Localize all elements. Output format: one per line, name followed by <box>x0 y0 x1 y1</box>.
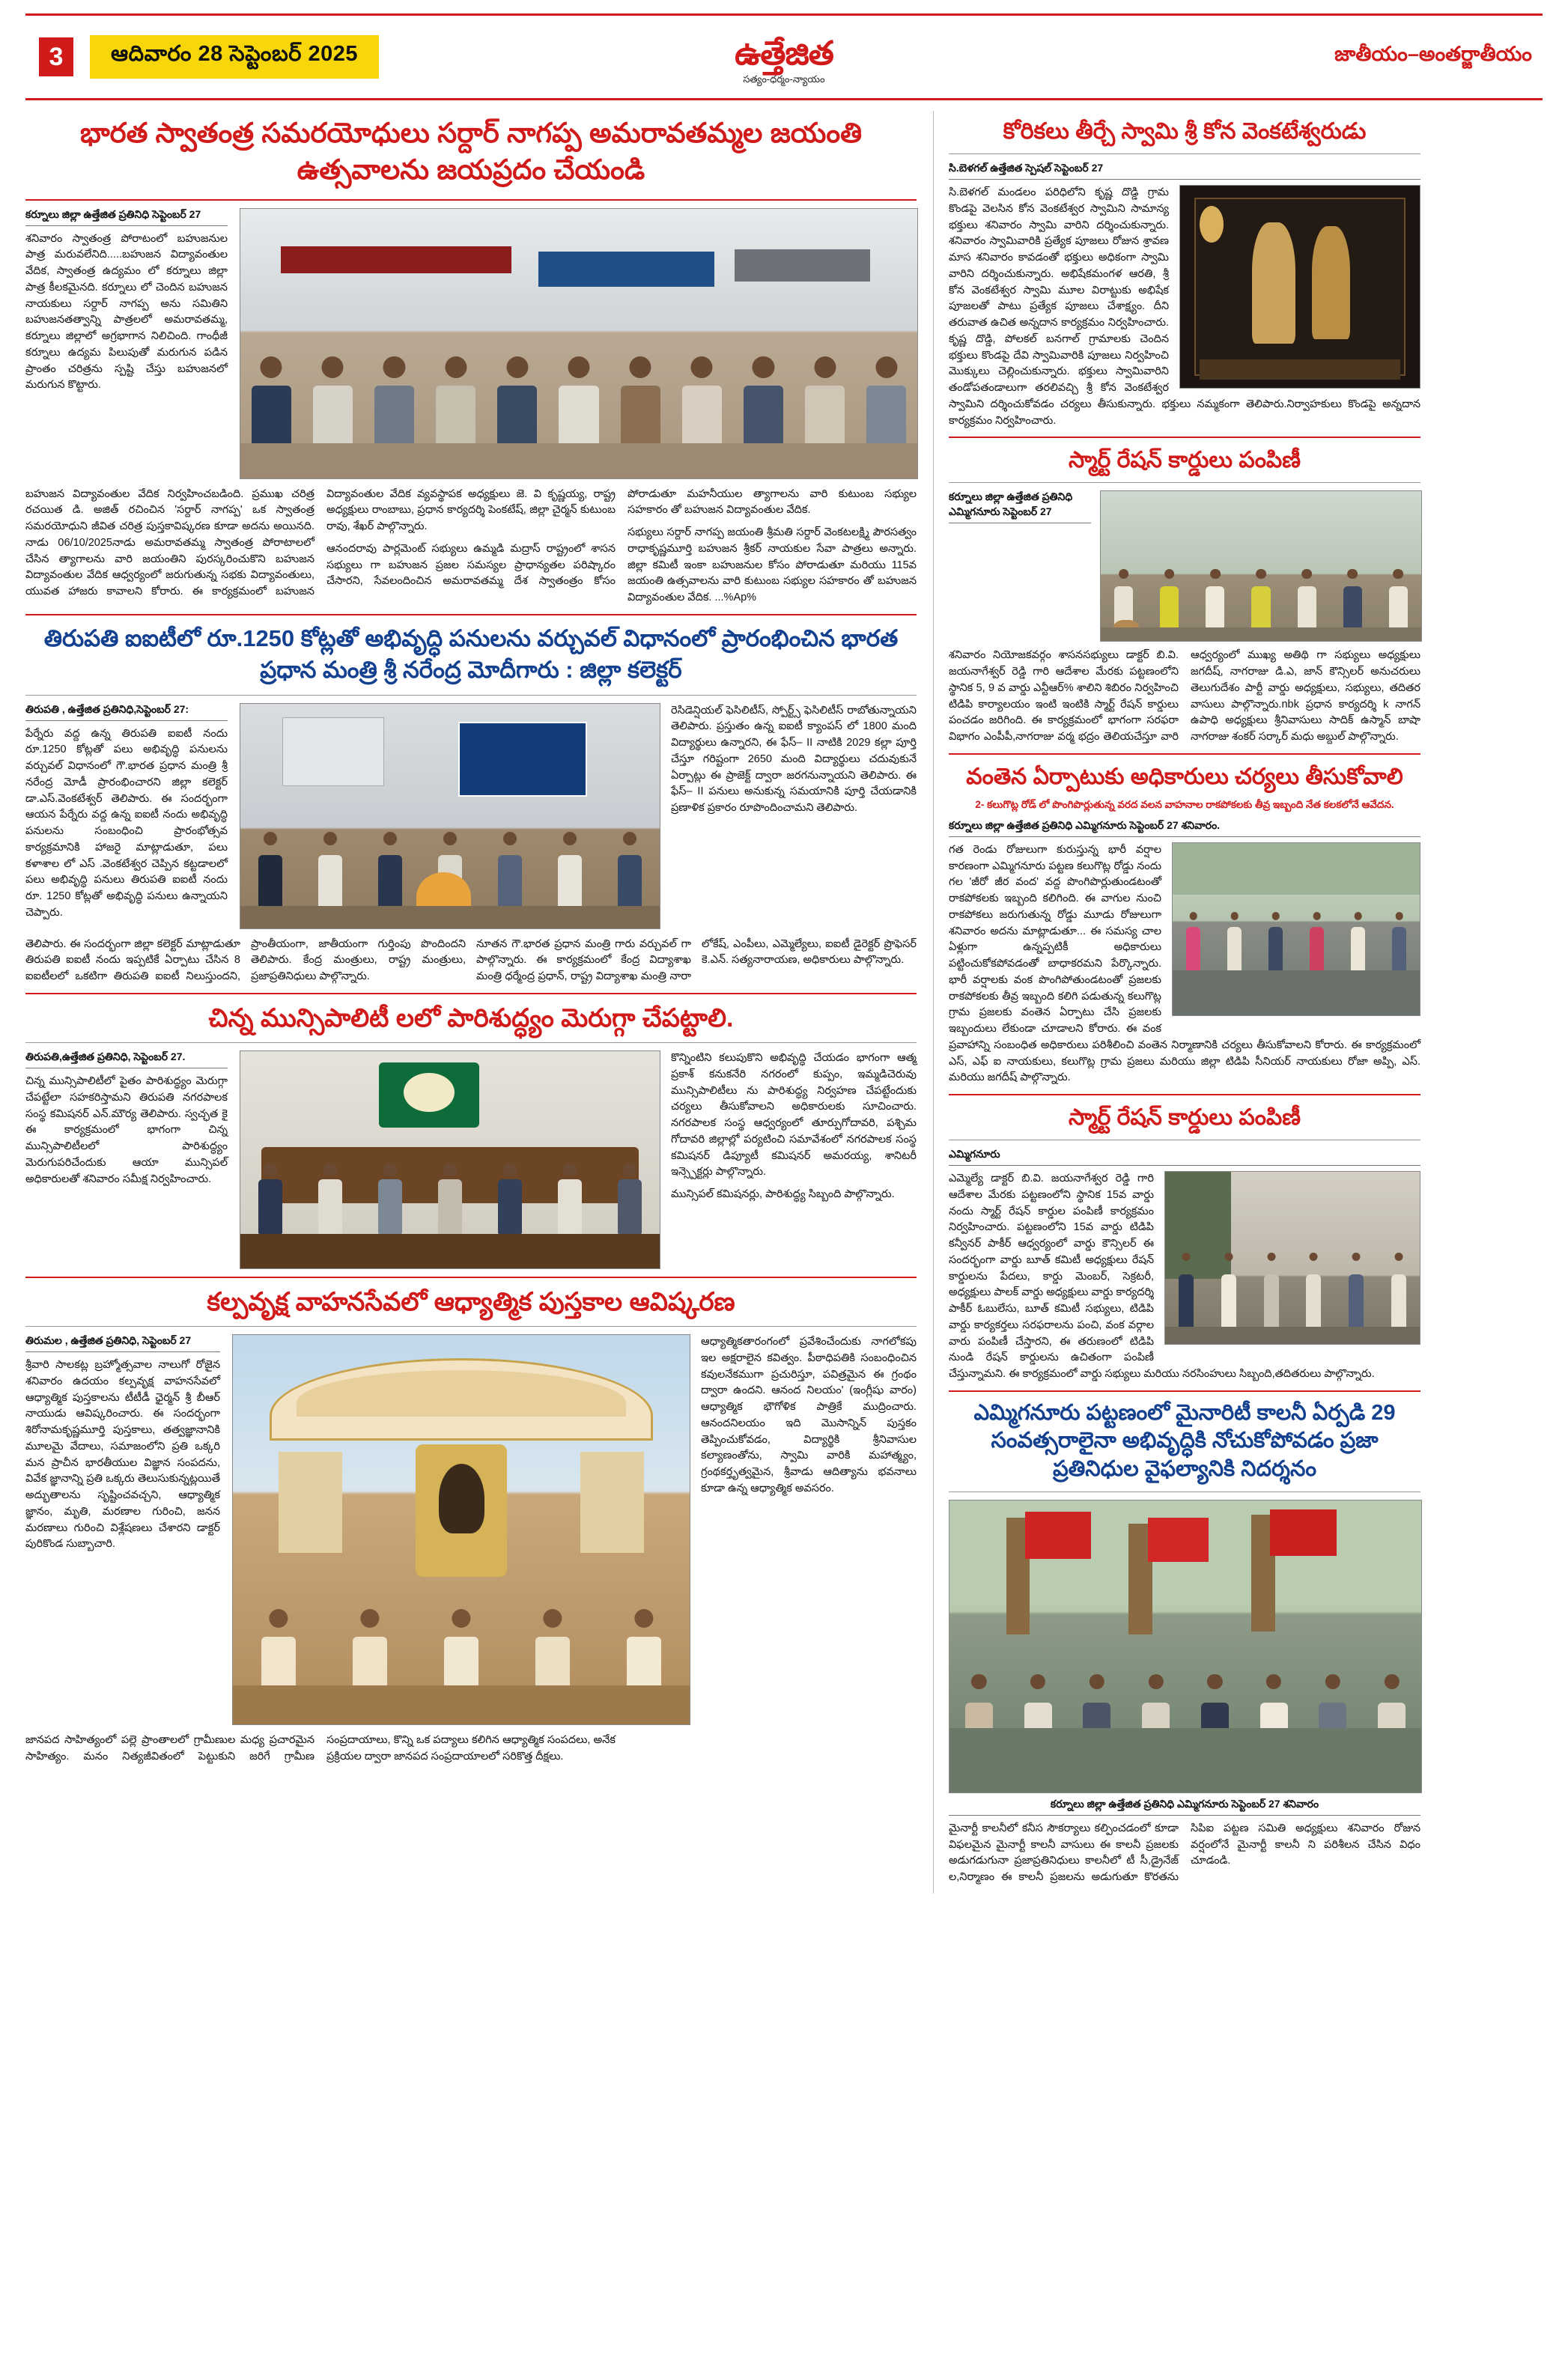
newspaper-page <box>0 13 1568 2378</box>
article-bridge-text: గత రెండు రోజులుగా కురుస్తున్న భారీ వర్షాల కారణంగా ఎమ్మిగనూరు పట్టణ కలుగొట్ల రోడ్డు నందు గల 'జీరో జీర వంద' వద్ద పొంగిపొర్లుతుండటంతో రాకపోకలకు ఇబ్బంది కలిగింది. ఈ వాగుల నుంచి రాకపోకలు జరుగుతున్న రోడ్డు మూడు రోజులుగా శనివారం అదను మాట్లాడుతూ... ఈ సమస్య చాల ఏళ్లుగా ఉన్నప్పటికీ అధికారులు పట్టించుకోకపోవడంతో బాధాకరమని పేర్కొన్నారు. భారీ వర్షాలకు వంక పొంగిపోతుండటంతో ప్రజలకు రాకపోకలకు తీవ్ర ఇబ్బంది కలిగి పడుతున్న కలుగొట్ల గ్రామ ప్రజలకు వంతెన ఏర్పాటు చేసి ప్రజలకు ఇబ్బందులు లేకుండా చూడాలని కోరారు. ఈ వంక ప్రవాహాన్ని సంబంధిత అధికారులు పరిశీలించి వంతెన నిర్మాణానికి చర్యలు తీసుకోవాలని కోరారు. ఈ కార్యక్రమంలో ఎస్, ఎఫ్ ఐ నాయకులు, కలుగొట్ల గ్రామ ప్రజలు మరియు జిల్లా టిడిపి సీనియర్ నాయకులు రోజా అప్పి, ఎస్. మరియు జగదీష్ పాల్గొన్నారు. <box>949 843 1420 1084</box>
article-minority-photo <box>949 1500 1422 1793</box>
article-minority-text: మైనార్టీ కాలనీలో కనీస సౌకర్యాలు కల్పించడంలో కూడా విఫలమైన మైనార్టీ కాలనీ వాసులు ఈ కాలనీ ప్రజలకు అడుగడుగునా ప్రజాప్రతినిధులు కాలనీలో టీ సీ,డ్రైనేజ్ ల,నిర్మాణం ఈ కాలనీ ప్రజలను అడుగుతూ కొరతను సిపిఐ పట్టణ సమితి అధ్యక్షులు శనివారం రోజున వర్షంలోనే మైనార్టీ కాలనీ ని పరిశీలన చేసిన విధం చూడండి. <box>949 1822 1420 1884</box>
article-iit-tirupati <box>25 623 917 985</box>
article-smart-ration-1 <box>949 446 1420 746</box>
article-lead-headline: భారత స్వాతంత్ర సమరయోధులు సర్దార్ నాగప్ప అమరావతమ్మల జయంతి ఉత్సవాలను జయప్రదం చేయండి <box>79 118 863 185</box>
article-minority-dateline: కర్నూలు జిల్లా ఉత్తేజిత ప్రతినిధి ఎమ్మిగనూరు సెప్టెంబర్ 27 శనివారం <box>949 1798 1420 1816</box>
article-lead-text-2: బహుజన విద్యావంతుల వేదిక నిర్వహించబడింది. ప్రముఖ చరిత్ర రచయిత డి. అజిత్ రచించిన 'సర్దార్ నాగప్ప' ఒక స్వాతంత్ర సమరయోధుని జీవిత చరిత్ర పుస్తకావిష్కరణ కూడా అదను అయినది. నాడు 06/10/2025నాడు అమరావతమ్మ స్వాతంత్ర పోరాటాలలో చేసిన త్యాగాలను వారి జయంతిని పురస్కరించుకొని బహుజన విద్యావంతుల వేదిక ఆధ్వర్యంలో జరుగుతున్న సభకు విద్యావంతులు, యువత హాజరు కావాలని కోరారు. ఈ కార్యక్రమంలో బహుజన విద్యావంతుల వేదిక వ్యవస్థాపక అధ్యక్షులు జె. వి కృష్ణయ్య, రాష్ట్ర అధ్యక్షులు రాంబాబు, ప్రధాన కార్యదర్శి పెంకటేష్, జిల్లా చైర్మన్ కుటుంబ రావు, శేఖర్ పాల్గొన్నారు. <box>25 487 616 598</box>
article-smart-ration-2-photo <box>1164 1171 1420 1345</box>
article-lead <box>25 115 917 606</box>
article-iit-text-2: రెసిడెన్షియల్ ఫెసిలిటీస్, స్పోర్ట్స్ ఫెసిలిటీస్ రాబోతున్నాయని తెలిపారు. ప్రస్తుతం ఉన్న ఐఐటీ క్యాంపస్ లో 1800 మంది విద్యార్థులు ఉన్నారని, ఈ ఫేస్– II నాటికి 2029 కల్లా పూర్తి చేస్తూ గరిష్టంగా 2650 మంది విద్యార్థులు చదువుకునే ఏర్పాట్లు ఈ ప్రాజెక్ట్ ద్వారా జరగనున్నాయని తెలిపారు. ఈ ఫేస్– II పనులు అనుకున్న సమయానికి పూర్తి చేయడానికి ప్రణాళిక ప్రకారం రూపొందించామని తెలిపారు. <box>671 704 917 815</box>
article-minority-headline: ఎమ్మిగనూరు పట్టణంలో మైనారిటీ కాలనీ ఏర్పడి 29 సంవత్సరాలైనా అభివృద్ధికి నోచుకోపోవడం ప్రజా ప్రతినిధుల వైఫల్యానికి నిదర్శనం <box>973 1400 1396 1482</box>
article-iit-text-1: పేర్నేరు వద్ద ఉన్న తిరుపతి ఐఐటీ నందు రూ.1250 కోట్లతో పలు అభివృద్ధి పనులను వర్చువల్ విధానంలో గౌ.భారత ప్రధాన మంత్రి శ్రీ నరేంద్ర మోడీ ప్రారంభించారని జిల్లా కలెక్టర్ డా.ఎస్.వెంకటేశ్వర్ తెలిపారు. ఈ సందర్భంగా ఆయన పేర్నేరు వద్ద ఉన్న ఐఐటీ నందు అభివృద్ధి పనులను సంబంధించి ప్రారంభోత్సవ కార్యక్రమానికి హాజరై మాట్లాడుతూ, పలు కళాశాల లో ఎస్ .వెంకటేశ్వర చెప్పిన కట్టడాలలో పలు అభివృద్ధి పనులు తిరుపతి ఐఐటీ నందు రూ. 1250 కోట్లతో అభివృద్ధి పనులు ఉన్నాయని చెప్పారు. <box>25 727 228 919</box>
article-municipality-sanitation <box>25 1002 917 1269</box>
article-lead-text-1: శనివారం స్వాతంత్ర పోరాటంలో బహుజనుల పాత్ర మరువలేనిది.....బహుజన విద్యావంతుల వేదిక, స్వాతంత్ర ఉద్యమం లో కర్నూలు జిల్లా పాత్ర కీలకమైనది. కర్నూలు లో చెందిన బహుజన నాయకులు సర్దార్ నాగప్ప అను సమితిని బహుజనతత్వాన్ని పాత్రలలో అమరావతమ్మ, కర్నూలు జిల్లాలో అగ్రభాగాన నిలిచింది. గాంధీజీ కర్నూలు ఉద్యమ పిలుపుతో మరుగున పడిన ప్రాంతం చరిత్రను స్పష్టి చేస్తు బహుజనలో మరుగున కొట్టారు. <box>25 232 228 392</box>
article-lead-text-4: సభ్యులు సర్దార్ నాగప్ప జయంతి శ్రీమతి సర్దార్ వెంకటలక్ష్మి పౌరసత్వం రాధాకృష్ణమూర్తి బహుజన శ్రీకర్ నాయకుల సేవా పాత్రలు అన్నారు. జిల్లా కమిటీ ఇంకా బహుజనుల కోసం పోరాడుతూ మరియు 115వ జయంతి ఉత్సవాలను వారి కుటుంబ సభ్యుల సహకారం తో బహుజన విద్యావంతుల వేదిక. ...%Ap% <box>627 526 917 604</box>
article-municipality-text-3: మున్సిపల్ కమిషనర్లు, పారిశుద్ధ్య సిబ్బంది పాల్గొన్నారు. <box>671 1188 895 1201</box>
article-smart-ration-2 <box>949 1103 1420 1383</box>
article-lead-photo <box>240 208 918 479</box>
right-column <box>933 111 1420 1894</box>
article-smart-ration-1-photo <box>1100 490 1422 642</box>
article-minority-colony <box>949 1399 1420 1886</box>
logo-title: ఉత్తేజిత <box>735 35 833 72</box>
article-smart-ration-2-text: ఎమ్మెల్యే డాక్టర్ బి.వి. జయనాగేశ్వర రెడ్డి గారి ఆదేశాల మేరకు పట్టణంలోని స్థానిక 15వ వార్డు నందు స్మార్ట్ రేషన్ కార్డుల పంపిణీ కార్యక్రమం నిర్వహించారు. పట్టణంలోని 15వ వార్డు టిడిపి కన్వీనర్ పాకీర్ ఆధ్వర్యంలో వార్డు కౌన్సిలర్ ఈ సందర్భంగా వార్డు బూత్ కమిటీ అధ్యక్షులు రేషన్ కార్డులను పేదలు, కార్డు మెంబర్, సెక్రటరీ, అధ్యక్షులు పాలక్ వార్డు అధ్యక్షులు వార్డు కార్యదర్శి పాకీర్ ఓబులేసు, బూత్ కమిటీ సభ్యులు, టిడిపి వార్డు కార్యకర్తలు సరఫరాలను పంచి, వంక వర్గాల వారు పంపిణీ చేస్తారని, ఈ తరుణంలో టిడిపి నుండి రేషన్ కార్డులను ఉచితంగా పంపిణీ చేస్తున్నామని. ఈ కార్యక్రమంలో వార్డు సభ్యులు మరియు నరసింహులు సిబ్బంది,తదితరులు పాల్గొన్నారు. <box>949 1173 1375 1380</box>
article-kalpavruksha-headline: కల్పవృక్ష వాహనసేవలో ఆధ్యాత్మిక పుస్తకాల ఆవిష్కరణ <box>207 1288 735 1317</box>
section-title: జాతీయం–అంతర్జాతీయం <box>1334 43 1532 65</box>
article-iit-dateline: తిరుపతి , ఉత్తేజిత ప్రతినిధి,సెప్టెంబర్ 27: <box>25 703 228 721</box>
article-bridge-demand <box>949 762 1420 1086</box>
article-municipality-headline: చిన్న మున్సిపాలిటీ లలో పారిశుద్ధ్యం మెరుగ్గా చేపట్టాలి. <box>208 1003 734 1033</box>
article-smart-ration-2-headline: స్మార్ట్ రేషన్ కార్డులు పంపిణీ <box>1068 1105 1301 1130</box>
article-smart-ration-1-text: శనివారం నియోజకవర్గం శాసనసభ్యులు డాక్టర్ బి.వి. జయనాగేశ్వర్ రెడ్డి గారి ఆదేశాల మేరకు పట్టణంలోని స్థానిక 5, 9 వ వార్డు ఎన్టీఆర్% శాలిని శిబిరం నిర్వహించి టిడిపి కార్యాలయం ఇంటి ఇంటికి స్మార్ట్ రేషన్ కార్డులు పంచడం జరిగింది. ఈ కార్యక్రమంలో భాగంగా సరఫరా విభాగం ఎంపీపీ,నాగరాజు వర్మ భద్రం తెలియచేస్తూ వారి ఆధ్వర్యంలో ముఖ్య అతిథి గా సభ్యులు అధ్యక్షులు జగదీష్, నాగరాజు డి.ఎ, జాన్ కౌన్సిలర్ అనుచరులు తెలుగుదేశం పార్టీ వార్డు అధ్యక్షులు, సభ్యులు, తదితర వాసులు పాల్గొన్నారు.nbk ప్రధాన కార్యదర్శి k నాగన్ ఉపాధి అధ్యక్షులు శ్రీనివాసులు సాదిక్ ఉస్మాన్ బాషా నాగరాజు శంకర్ సర్కార్ మధు అబ్దుల్ పాల్గొన్నారు. <box>949 649 1420 743</box>
left-column <box>25 111 917 1894</box>
article-smart-ration-1-headline: స్మార్ట్ రేషన్ కార్డులు పంపిణీ <box>1068 448 1301 473</box>
article-venkateswara-headline: కోరికలు తీర్చే స్వామి శ్రీ కోన వెంకటేశ్వరుడు <box>1003 119 1367 144</box>
masthead <box>25 13 1543 100</box>
article-municipality-text-2: కొన్నింటిని కలుపుకొని అభివృద్ధి చేయడం భాగంగా ఆత్మ ప్రకాశ్ కనుకనేరి నగరంలో కుప్పం, ఇమ్మడిచెరువు మున్సిపాలిటీలు ను పారిశుద్ధ్య నిర్వహణ చేపట్టేందుకు చర్యలు తీసుకోవాలని అధికారులకు సూచించారు. నగరపాలక సంస్థ ఆధ్వర్యంలో తూర్పుగోదావరి, పశ్చిమ గోదావరి జిల్లాల్లో పర్యటించి సమావేశంలో నగరపాలక సంస్థ కమిషనర్ డిప్యూటీ కమిషనర్ అమరయ్య, శానిటరీ ఇన్స్పెక్టర్లు పాల్గొన్నారు. <box>671 1052 917 1179</box>
article-kalpavruksha-photo <box>232 1334 690 1725</box>
article-kalpavruksha <box>25 1286 917 1766</box>
article-venkateswara-temple <box>949 117 1420 429</box>
article-lead-text-3: ఆనందరావు పార్లమెంట్ సభ్యులు ఉమ్మడి మద్రాస్ రాష్ట్రంలో శాసన సభ్యులు గా బహుజన ప్రజల సమస్యల ప్రాధాన్యతల పరిష్కారం చేసారని, సేవలందించిన అమరావతమ్మ దేశ స్వాతంత్రం కోసం పోరాడుతూ మహనీయుల త్యాగాలను వారి కుటుంబ సభ్యుల సహకారం తో బహుజన విద్యావంతుల వేదిక. <box>326 487 917 588</box>
newspaper-logo <box>735 20 833 88</box>
article-venkateswara-photo <box>1179 185 1420 389</box>
article-bridge-subhead: 2- కలుగొట్ల రోడ్ లో పొంగిపొర్లుతున్న వరద వలన వాహనాల రాకపోకలకు తీవ్ర ఇబ్బంది నేత కలకలోనే ఆవేదన. <box>975 798 1394 810</box>
article-lead-dateline: కర్నూలు జిల్లా ఉత్తేజిత ప్రతినిధి సెప్టెంబర్ 27 <box>25 208 228 226</box>
article-bridge-photo <box>1172 842 1420 1016</box>
article-venkateswara-text: సి.బెళగల్ మండలం పరిధిలోని కృష్ణ దొడ్డి గ్రామ కొండపై వెలసిన కోన వెంకటేశ్వర స్వామిని సామాన్య భక్తులు శనివారం స్వామి వారిని దర్శించుకున్నారు. శనివారం స్వామివారికి ప్రత్యేక పూజలు రోజున శ్రావణ మాస శనివారం కావడంతో భక్తులు అధికంగా స్వామి వారిని దర్శించుకున్నారు. అభిషేకమంగళ ఆరతి, శ్రీ కోన వెంకటేశ్వర స్వామి మూల విరాట్టుకు అభిషేక పూజలతో పాటు ప్రత్యేక పూజలు చేశాక్ష్యం. దీని తరువాత ఉచిత అన్నదాన కార్యక్రమం నిర్వహించారు. కృష్ణ దొడ్డి, పోలకల్ బనగాల్ గ్రామాలకు చెందిన భక్తులు కొండపై దేవి స్వామివారికి పూజలు నిర్వహించి మొక్కులు చెల్లించుకున్నారు. భక్తులు స్వామివారిని తండోపతండాలుగా తరలివచ్చి శ్రీ కోన వెంకటేశ్వర స్వామిని దర్శించుకోవడం చర్యలు తీసుకున్నారు. భక్తులు నమ్మకంగా తెలిపారు.నిర్వాహకులు కొండపై అన్నదాన కార్యక్రమం నిర్వహించారు. <box>949 186 1420 427</box>
issue-date: ఆదివారం 28 సెప్టెంబర్ 2025 <box>90 35 379 79</box>
article-iit-photo <box>240 703 660 929</box>
article-kalpavruksha-text-1: శ్రీవారి సాలకట్ల బ్రహ్మోత్సవాల నాలుగో రోజైన శనివారం ఉదయం కల్పవృక్ష వాహనసేవలో ఆధ్యాత్మిక పుస్తకాలను టీటీడీ ఛైర్మన్ శ్రీ బీఆర్ నాయుడు ఆవిష్కరించారు. ఈ సందర్భంగా శిరోనామకృష్ణమూర్తి పుస్తకాలు, తత్వజ్ఞానానికి మూలమై వేదాలు, సమాజంలోని ప్రతి ఒక్కరి మన ప్రాచీన భారతీయుల విజ్ఞాన సంపదను, వివేక జ్ఞానాన్ని ప్రతి ఒక్కరు తెలుసుకున్నట్లయితే అద్భుతాలను సృష్టించవచ్చని, ఆధ్యాత్మిక జ్ఞానం, మృతి, మరణాల గురించి, జనన మరణాలు గురించి విశ్లేషణలు చేశారని డాక్టర్ పురికొండ సుబ్బాచారి. <box>25 1359 220 1551</box>
article-kalpavruksha-text-3: ఆధ్యాత్మికతారంగంలో ప్రవేశించేందుకు నాగలోకపు ఇల అక్షరాలైన కవిత్వం. పీఠాధిపతికి సంబంధించిన కవులనేకముగా ప్రచురిస్తూ, పవిత్రమైన ఈ గ్రంథం ద్వారా ఉందని. ఆనంద నిలయం' (ఇంగ్లీషు వారం) ఆధ్యాత్మిక భౌగోళిక పాత్రికే ముద్రించారు. ఆనందనిలయం ఇది మెుసాన్నిన్ పుస్తకం తెప్పించుకోవడం, విద్యార్థికి శ్రీనివాసుల కల్యాణంతోను, స్వామి వారికి మహాత్మ్యం, గ్రంథకర్తృత్వమైన, శ్రీవాడు ఆదిత్యాను భవనాలు కూడా ఉన్న ఆధ్యాత్మిక అవసరం. <box>701 1336 917 1494</box>
article-bridge-dateline: కర్నూలు జిల్లా ఉత్తేజిత ప్రతినిధి ఎమ్మిగనూరు సెప్టెంబర్ 27 శనివారం. <box>949 819 1420 837</box>
page-body <box>25 111 1543 1894</box>
article-iit-text-4: నూతన గౌ.భారత ప్రధాన మంత్రి గారు వర్చువల్ గా పాల్గొన్నారు. ఈ కార్యక్రమంలో కేంద్ర విద్యాశాఖ మంత్రి ధర్మేంద్ర ప్రధాన్, రాష్ట్ర విద్యాశాఖ మంత్రి నారా లోకేష్, ఎంపీలు, ఎమ్మెల్యేలు, ఐఐటీ డైరెక్టర్ ప్రొఫెసర్ కె.ఎన్. సత్యనారాయణ, అధికారులు పాల్గొన్నారు. <box>476 937 917 983</box>
article-iit-headline: తిరుపతి ఐఐటీలో రూ.1250 కోట్లతో అభివృద్ధి పనులను వర్చువల్ విధానంలో ప్రారంభించిన భారత ప్రధాన మంత్రి శ్రీ నరేంద్ర మోదీగారు : జిల్లా కలెక్టర్ <box>43 624 899 683</box>
logo-subtitle: సత్యం-ధర్మం-న్యాయం <box>743 73 825 85</box>
article-bridge-headline: వంతెన ఏర్పాటుకు అధికారులు చర్యలు తీసుకోవాలి <box>966 764 1403 789</box>
article-kalpavruksha-dateline: తిరుమల , ఉత్తేజిత ప్రతినిధి, సెప్టెంబర్ 27 <box>25 1334 220 1352</box>
article-smart-ration-2-dateline: ఎమ్మిగనూరు <box>949 1148 1420 1166</box>
article-kalpavruksha-text-2: జానపద సాహిత్యంలో పల్లె ప్రాంతాలలో గ్రామీణుల మధ్య ప్రచారమైన సాహిత్యం. మనం నిత్యజీవితంలో పెట్టుకుని జరిగే గ్రామీణ సంప్రదాయాలు, కొన్ని ఒక పద్యాలు కలిగిన ఆధ్యాత్మిక సంపదలు, అనేక ప్రక్రియల ద్వారా జానపద సంప్రదాయాలలో సరికొత్త దీక్షలు. <box>25 1734 616 1763</box>
article-smart-ration-1-dateline: కర్నూలు జిల్లా ఉత్తేజిత ప్రతినిధి ఎమ్మిగనూరు సెప్టెంబర్ 27 <box>949 490 1091 523</box>
article-municipality-photo <box>240 1050 660 1269</box>
article-municipality-text-1: చిన్న మున్సిపాలిటీలో పైతం పారిశుద్ధ్యం మెరుగ్గా చేపట్టేలా సహకరిస్తామని తిరుపతి నగరపాలక సంస్థ కమిషనర్ ఎన్.మౌర్య తెలిపారు. స్వచ్ఛత కై ఈ కార్యక్రమంలో భాగంగా చిన్న మున్సిపాలిటీలలో పారిశుద్ధ్యం మెరుగుపరిచేందుకు ఆయా మున్సిపల్ అధికారులతో శనివారం సమీక్ష నిర్వహించారు. <box>25 1075 228 1185</box>
article-iit-text-3: తెలిపారు. ఈ సందర్భంగా జిల్లా కలెక్టర్ మాట్లాడుతూ తిరుపతి ఐఐటీ నందు ఇప్పటికే ఏర్పాటు చేసిన 8 ఐఐటీలలో ఒకటిగా తిరుపతి ఐఐటీ నిలుస్తుందని, ప్రాంతీయంగా, జాతీయంగా గుర్తింపు పొందిందని తెలిపారు. కేంద్ర మంత్రులు, రాష్ట్ర మంత్రులు, ప్రజాప్రతినిధులు పాల్గొన్నారు. <box>25 937 466 983</box>
article-venkateswara-dateline: సి.బెళగల్ ఉత్తేజిత స్పెషల్ సెప్టెంబర్ 27 <box>949 162 1420 180</box>
page-number: 3 <box>39 37 73 76</box>
article-municipality-dateline: తిరుపతి,ఉత్తేజిత ప్రతినిధి, సెప్టెంబర్ 27. <box>25 1050 228 1068</box>
